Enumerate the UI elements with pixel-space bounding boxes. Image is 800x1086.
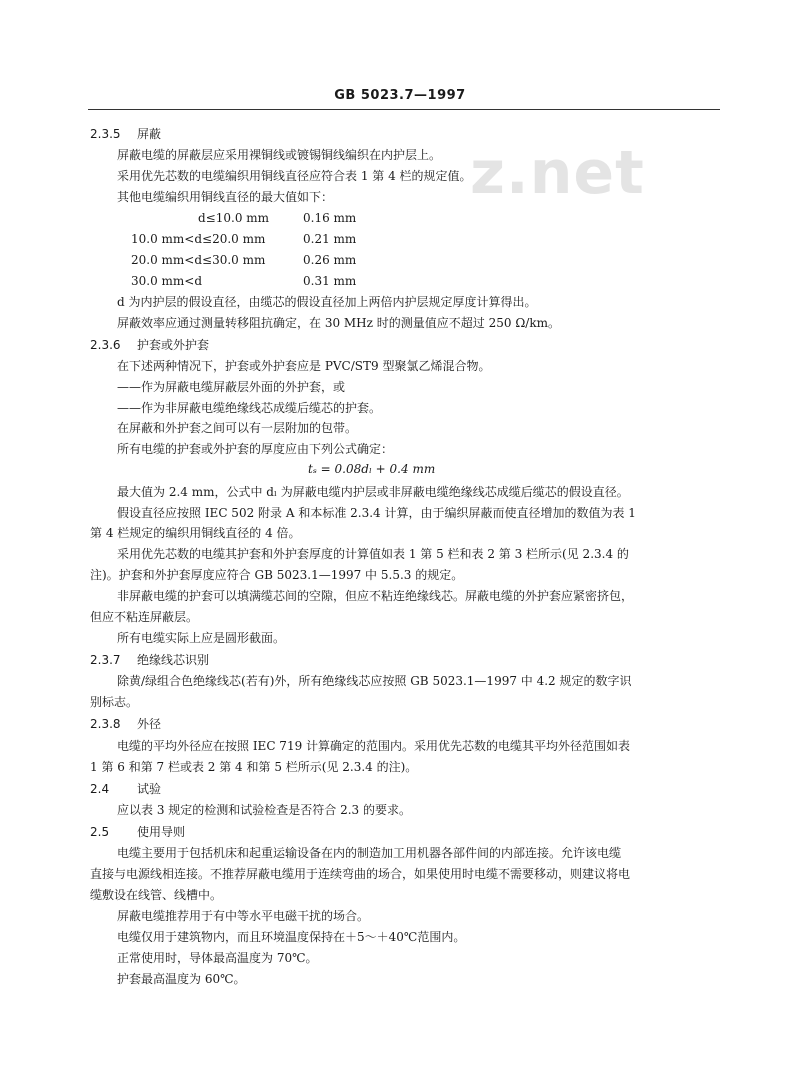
paragraph: 假设直径应按照 IEC 502 附录 A 和本标准 2.3.4 计算，由于编织屏蔽而使直径增加的数值为表 1 — [117, 506, 636, 520]
table-value-cell: 0.31 mm — [303, 274, 357, 288]
watermark: z.net — [470, 138, 645, 208]
header-rule — [88, 109, 720, 110]
paragraph-continuation: 但应不粘连屏蔽层。 — [90, 610, 199, 624]
paragraph: 屏蔽电缆推荐用于有中等水平电磁干扰的场合。 — [117, 909, 370, 923]
paragraph-continuation: 第 4 栏规定的编织用铜线直径的 4 倍。 — [90, 526, 301, 540]
section-2-5-heading — [90, 824, 185, 840]
paragraph: 其他电缆编织用铜线直径的最大值如下： — [117, 190, 334, 204]
paragraph: 应以表 3 规定的检测和试验检查是否符合 2.3 的要求。 — [117, 803, 411, 817]
section-2-3-5-heading — [90, 126, 161, 142]
section-number: 2.4 — [90, 782, 110, 796]
section-number: 2.5 — [90, 825, 110, 839]
section-2-3-7-heading — [90, 652, 209, 668]
paragraph: 所有电缆实际上应是圆形截面。 — [117, 631, 286, 645]
paragraph: 采用优先芯数的电缆其护套和外护套厚度的计算值如表 1 第 5 栏和表 2 第 3 栏所示(见 2.3.4 的 — [117, 547, 629, 561]
thickness-formula: tₛ = 0.08dₗ + 0.4 mm — [308, 462, 436, 476]
paragraph: 电缆仅用于建筑物内，而且环境温度保持在＋5～＋40℃范围内。 — [117, 930, 466, 944]
section-number: 2.3.5 — [90, 127, 121, 141]
section-2-3-8-heading — [90, 716, 161, 732]
table-range-cell: 10.0 mm<d≤20.0 mm — [131, 232, 266, 246]
section-title: 外径 — [137, 717, 162, 731]
paragraph: 电缆主要用于包括机床和起重运输设备在内的制造加工用机器各部件间的内部连接。允许该电缆 — [117, 846, 622, 860]
table-value-cell: 0.21 mm — [303, 232, 357, 246]
section-number: 2.3.8 — [90, 717, 121, 731]
section-title: 护套或外护套 — [137, 338, 210, 352]
paragraph: 除黄/绿组合色绝缘线芯(若有)外，所有绝缘线芯应按照 GB 5023.1—1997 中 4.2 规定的数字识 — [117, 674, 632, 688]
paragraph: 正常使用时，导体最高温度为 70℃。 — [117, 951, 318, 965]
paragraph: 护套最高温度为 60℃。 — [117, 972, 246, 986]
paragraph-continuation: 直接与电源线相连接。不推荐屏蔽电缆用于连续弯曲的场合，如果使用时电缆不需要移动，则建议将电 — [90, 867, 631, 881]
page-header: GB 5023.7—1997 — [334, 88, 466, 103]
paragraph-continuation: 注)。护套和外护套厚度应符合 GB 5023.1—1997 中 5.5.3 的规定。 — [90, 568, 464, 582]
table-value-cell: 0.26 mm — [303, 253, 357, 267]
list-item: ——作为非屏蔽电缆绝缘线芯成缆后缆芯的护套。 — [117, 401, 382, 415]
paragraph: 在下述两种情况下，护套或外护套应是 PVC/ST9 型聚氯乙烯混合物。 — [117, 359, 491, 373]
paragraph: d 为内护层的假设直径，由缆芯的假设直径加上两倍内护层规定厚度计算得出。 — [117, 295, 537, 309]
table-range-cell: 30.0 mm<d — [131, 274, 203, 288]
section-number: 2.3.6 — [90, 338, 121, 352]
paragraph: 非屏蔽电缆的护套可以填满缆芯间的空隙，但应不粘连绝缘线芯。屏蔽电缆的外护套应紧密挤包， — [117, 589, 634, 603]
paragraph: 屏蔽电缆的屏蔽层应采用裸铜线或镀锡铜线编织在内护层上。 — [117, 148, 442, 162]
paragraph: 采用优先芯数的电缆编织用铜线直径应符合表 1 第 4 栏的规定值。 — [117, 169, 472, 183]
section-title: 绝缘线芯识别 — [137, 653, 210, 667]
table-range-cell: 20.0 mm<d≤30.0 mm — [131, 253, 266, 267]
section-title: 屏蔽 — [137, 127, 162, 141]
paragraph: 在屏蔽和外护套之间可以有一层附加的包带。 — [117, 421, 358, 435]
section-title: 试验 — [137, 782, 162, 796]
table-value-cell: 0.16 mm — [303, 211, 357, 225]
paragraph-continuation: 缆敷设在线管、线槽中。 — [90, 888, 223, 902]
paragraph-continuation: 别标志。 — [90, 695, 139, 709]
list-item: ——作为屏蔽电缆屏蔽层外面的外护套，或 — [117, 380, 346, 394]
paragraph: 所有电缆的护套或外护套的厚度应由下列公式确定： — [117, 442, 394, 456]
section-2-3-6-heading — [90, 337, 209, 353]
section-number: 2.3.7 — [90, 653, 121, 667]
paragraph: 屏蔽效率应通过测量转移阻抗确定，在 30 MHz 时的测量值应不超过 250 Ω/km。 — [117, 316, 560, 330]
paragraph: 电缆的平均外径应在按照 IEC 719 计算确定的范围内。采用优先芯数的电缆其平均外径范围如表 — [117, 739, 631, 753]
section-2-4-heading — [90, 781, 161, 797]
section-title: 使用导则 — [137, 825, 186, 839]
table-range-cell: d≤10.0 mm — [198, 211, 270, 225]
paragraph-continuation: 1 第 6 和第 7 栏或表 2 第 4 和第 5 栏所示(见 2.3.4 的注)。 — [90, 760, 418, 774]
paragraph: 最大值为 2.4 mm，公式中 dₗ 为屏蔽电缆内护层或非屏蔽电缆绝缘线芯成缆后缆芯的假设直径。 — [117, 485, 629, 499]
